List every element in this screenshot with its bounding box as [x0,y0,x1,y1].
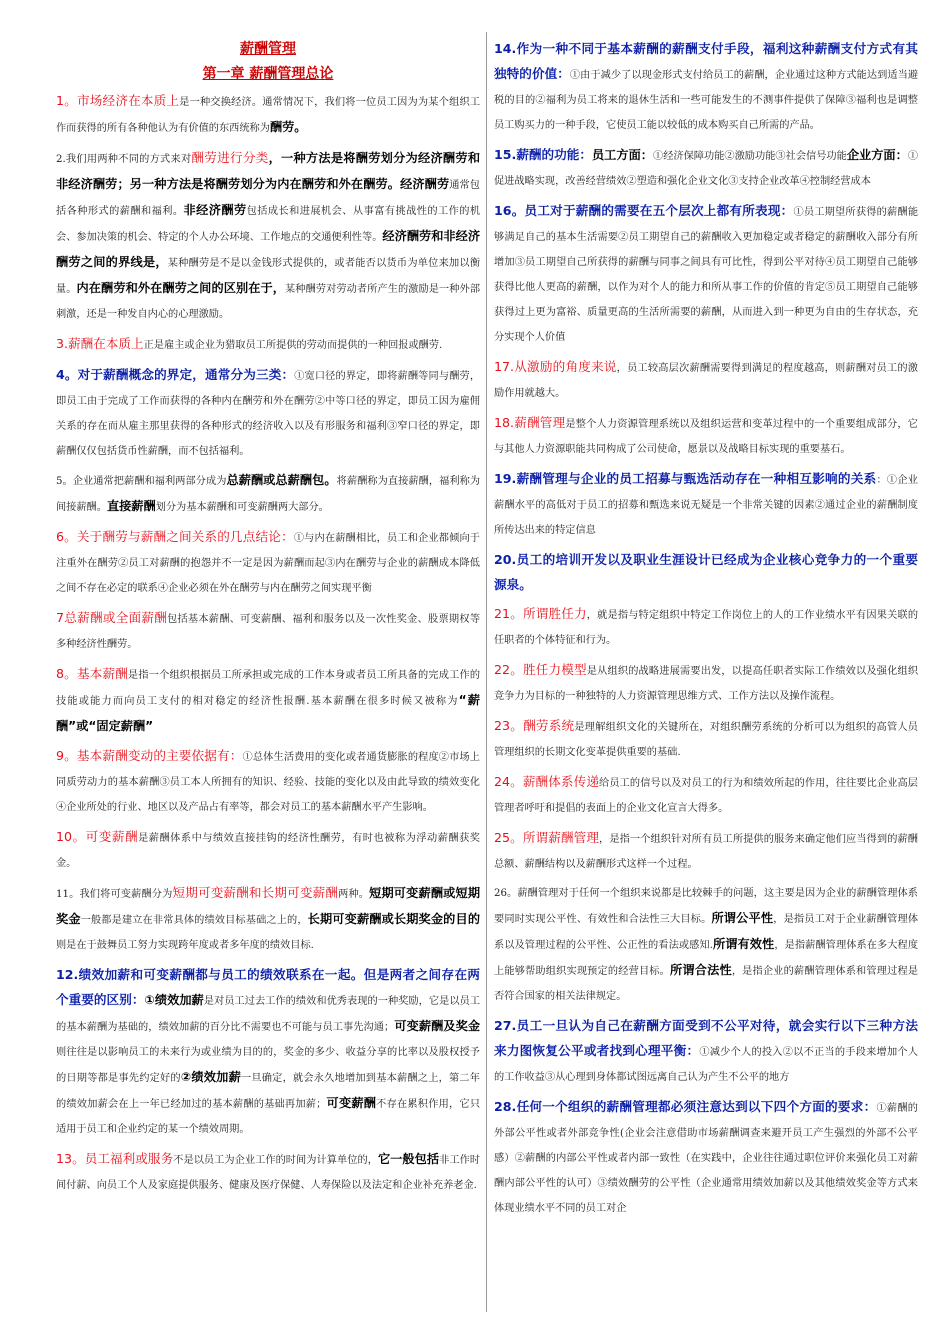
body-text: ，员工较高层次薪酬需要得到满足的程度越高，则薪酬对员工的激励作用就越大。 [494,363,918,399]
highlight-text: 可变薪酬及奖金 [394,1019,480,1033]
body-text: 将薪酬称为直接薪酬，福利称为间接薪酬。 [56,476,480,513]
list-item [494,410,918,462]
list-item [494,825,918,877]
list-item [56,88,480,141]
list-item [56,605,480,657]
highlight-text: ②绩效加薪 [180,1070,241,1084]
body-text: 通常包括各种形式的薪酬和福利。 [56,180,480,217]
body-text: 11。我们将可变薪酬分为 [56,889,173,900]
highlight-text: 所谓有效性 [712,937,775,951]
body-text: ，是指一个组织针对所有员工所提供的服务来确定他们应当得到的薪酬总额、薪酬结构以及薪酬形式这样一个过程。 [494,834,918,870]
highlight-text: 9。基本薪酬变动的主要依据有： [56,748,243,763]
list-item [494,547,918,597]
right-item-list [494,36,918,1221]
body-text: 是一种交换经济。通常情况下，我们将一位员工因为为某个组织工作而获得的所有各种他认为有价值的东西统称为 [56,97,480,134]
list-item [494,601,918,653]
body-text: ①宽口径的界定，即将薪酬等同与酬劳，即员工由于完成了工作而获得的各种内在酬劳和外在酬劳②中等口径的界定，即员工因为雇佣关系的存在而从雇主那里获得的各种形式的经济收入以及有形服务和福利③窄口径的界定，即薪酬仅仅包括货币性薪酬，而不包括福利。 [56,371,480,457]
body-text: 是从组织的战略进展需要出发，以提高任职者实际工作绩效以及强化组织竞争力为目标的一种独特的人力资源管理思维方式、工作方法以及操作流程。 [494,666,918,702]
highlight-text: 企业方面： [846,148,908,162]
body-text: 某种酬劳对劳动者所产生的激励是一种外部刺激，还是一种发自内心的心理激励。 [56,284,480,320]
highlight-text: 28.任何一个组织的薪酬管理都必须注意达到以下四个方面的要求： [494,1099,877,1114]
highlight-text: 19.薪酬管理与企业的员工招募与甄选活动存在一种相互影响的关系 [494,471,877,486]
highlight-text: 3.薪酬在本质上 [56,336,144,351]
highlight-text: 4。对于薪酬概念的界定，通常分为三类： [56,367,295,382]
body-text: 26。薪酬管理对于任何一个组织来说都是比较棘手的问题，这主要是因为企业的薪酬管理体系要同时实现公平性、有效性和合法性三大目标。 [494,888,918,925]
highlight-text: 内在酬劳和外在酬劳之间的区别在于， [76,281,286,295]
list-item [494,1013,918,1090]
highlight-text: 7总薪酬或全面薪酬 [56,610,168,625]
highlight-text: 23。酬劳系统 [494,718,575,733]
highlight-text: 1。市场经济在本质上 [56,93,180,108]
highlight-text: ，一种方法是将酬劳划分为经济酬劳和非经济酬劳；另一种方法是将酬劳划分为内在酬劳和外在酬劳。经济酬劳 [56,151,480,191]
list-item [494,466,918,543]
highlight-text: 酬劳。 [269,120,307,134]
list-item [56,661,480,739]
body-text: ①由于减少了以现金形式支付给员工的薪酬，企业通过这种方式能达到适当避税的目的②福利为员工将来的退休生活和一些可能发生的不测事件提供了保障③福利也是调整员工购买力的一种手段，它使员工能以较低的成本购买自己所需的产品。 [494,70,918,131]
highlight-text: 20.员工的培训开发以及职业生涯设计已经成为企业核心竞争力的一个重要源泉。 [494,552,918,592]
body-text: ①减少个人的投入②以不正当的手段来增加个人的工作收益③从心理到身体都试图远离自己认为产生不公平的地方 [494,1047,918,1083]
body-text: 非工作时间付薪、向员工个人及家庭提供服务、健康及医疗保健、人寿保险以及法定和企业补充养老金. [56,1155,480,1191]
list-item [494,657,918,709]
left-item-list [56,88,480,1198]
highlight-text: 短期可变薪酬和长期可变薪酬 [172,885,339,900]
body-text: ①促进战略实现，改善经营绩效②塑造和强化企业文化③支持企业改革④控制经营成本 [494,151,918,187]
body-text: ①经济保障功能②激励功能③社会信号功能 [653,151,847,162]
highlight-text: 所谓公平性 [711,911,774,925]
body-text: 不是以员工为企业工作的时间为计算单位的， [173,1155,378,1166]
highlight-text: 15.薪酬的功能： [494,147,592,162]
highlight-text: 非经济酬劳 [183,203,247,217]
body-text: 划分为基本薪酬和可变薪酬两大部分。 [155,502,329,513]
body-text: ：①企业薪酬水平的高低对于员工的招募和甄选来说无疑是一个非常关键的因素②通过企业的薪酬制度所传达出来的特定信息 [494,475,918,536]
highlight-text: 经济酬劳和非经济酬劳之间的界线是， [56,229,480,269]
list-item [56,468,480,520]
body-text: ①与内在薪酬相比，员工和企业都倾向于注重外在酬劳②员工对薪酬的抱怨并不一定是因为薪酬而起③内在酬劳与企业的薪酬成本降低之间不存在必定的联系④企业必须在外在酬劳与内在酬劳之间实现平衡 [56,533,480,594]
body-text: 则往往是以影响员工的未来行为或业绩为目的的，奖金的多少、收益分享的比率以及股权授予的日期等都是事先约定好的 [56,1047,480,1084]
highlight-text: 短期可变薪酬或短期奖金 [56,886,480,926]
highlight-text: 12.绩效加薪和可变薪酬都与员工的绩效联系在一起。但是两者之间存在两个重要的区别： [56,967,480,1007]
highlight-text: “薪酬”或“固定薪酬” [56,693,480,733]
highlight-text: 13。员工福利或服务 [56,1151,174,1166]
list-item [494,881,918,1009]
highlight-text: 14.作为一种不同于基本薪酬的薪酬支付手段，福利这种薪酬支付方式有其独特的价值： [494,41,918,81]
highlight-text: 21。所谓胜任力 [494,606,587,621]
body-text: 5。企业通常把薪酬和福利两部分成为 [56,476,227,487]
list-item [56,962,480,1142]
body-text: 两种。 [338,889,370,900]
body-text: 包括成长和进展机会、从事富有挑战性的工作的机会、参加决策的机会、特定的个人办公环境、工作地点的交通便利性等。 [56,206,480,243]
list-item [56,145,480,327]
body-text: ，是指员工对于企业薪酬管理体系以及管理过程的公平性、公正性的看法或感知. [494,914,918,951]
list-item [494,36,918,138]
highlight-text: ①绩效加薪 [144,993,204,1007]
highlight-text: 18.薪酬管理 [494,415,566,430]
body-text: 是整个人力资源管理系统以及组织运营和变革过程中的一个重要组成部分，它与其他人力资源职能共同构成了公司使命，愿景以及战略目标实现的重要基石。 [494,419,918,455]
left-column [56,36,480,1202]
highlight-text: 所谓合法性 [670,963,732,977]
body-text: ①员工期望所获得的薪酬能够满足自己的基本生活需要②员工期望自己的薪酬收入更加稳定或者稳定的薪酬收入部分有所增加③员工期望自己所获得的薪酬与同事之间具有可比性，得到公平对待④员工期望自己能够获得比他人更高的薪酬，以作为对个人的能力和所从事工作的价值的肯定⑤员工期望自己能够获得过上更为富裕、质量更高的生活所需要的薪酬，从而进入到一种更为自由的生存状态，充分实现个人价值 [494,207,918,343]
list-item [56,824,480,876]
list-item [56,1146,480,1198]
highlight-text: 总薪酬或总薪酬包。 [226,473,337,487]
column-divider [486,32,487,1312]
list-item [56,331,480,358]
highlight-text: 员工方面： [591,148,653,162]
title-block [56,36,480,86]
right-column [494,36,918,1225]
body-text: 2.我们用两种不同的方式来对 [56,154,192,165]
highlight-text: 17.从激励的角度来说 [494,359,617,374]
body-text: 不存在累积作用，它只适用于员工和企业约定的某一个绩效周期。 [56,1099,480,1135]
body-text: ①总体生活费用的变化或者通货膨胀的程度②市场上同质劳动力的基本薪酬③员工本人所拥有的知识、经验、技能的变化以及由此导致的绩效变化④企业所处的行业、地区以及产品占有率等，都会对员工的基本薪酬水平产生影响。 [56,752,480,813]
highlight-text: 长期可变薪酬或长期奖金的目的 [307,912,480,926]
list-item [56,362,480,464]
body-text: ①薪酬的外部公平性或者外部竞争性(企业会注意借助市场薪酬调查来避开员工产生强烈的外部不公平感）②薪酬的内部公平性或者内部一致性（在实践中，企业往往通过职位评价来强化员工对薪酬内部公平性的认可）③绩效酬劳的公平性（企业通常用绩效加薪以及其他绩效奖金等方式来体现业绩水平不同的员工对企 [494,1103,918,1214]
body-text: 某种酬劳是不是以金钱形式提供的，或者能否以货币为单位来加以衡量。 [56,258,480,295]
list-item [494,198,918,350]
highlight-text: 8。基本薪酬 [56,666,129,681]
body-text: 则是在于鼓舞员工努力实现跨年度或者多年度的绩效目标. [56,940,314,951]
highlight-text: 酬劳进行分类 [191,150,269,165]
highlight-text: 10。可变薪酬 [56,829,139,844]
body-text: ，是指企业的薪酬管理体系和管理过程是否符合国家的相关法律规定。 [494,966,918,1002]
highlight-text: 6。关于酬劳与薪酬之间关系的几点结论： [56,529,294,544]
chapter-title: 第一章 薪酬管理总论 [202,66,334,82]
body-text: 一般都是建立在非常具体的绩效目标基础之上的， [80,915,308,926]
list-item [56,524,480,601]
body-text: 是薪酬体系中与绩效直接挂钩的经济性酬劳，有时也被称为浮动薪酬获奖金。 [56,833,480,869]
list-item [494,142,918,194]
highlight-text: 可变薪酬 [326,1096,377,1110]
body-text: 给员工的信号以及对员工的行为和绩效所起的作用，往往要比企业高层管理者呼吁和提倡的表面上的企业文化宣言大得多。 [494,778,918,814]
highlight-text: 24。薪酬体系传递 [494,774,600,789]
highlight-text: 直接薪酬 [106,499,156,513]
document-title: 薪酬管理 [240,41,296,57]
body-text: 包括基本薪酬、可变薪酬、福利和服务以及一次性奖金、股票期权等多种经济性酬劳。 [56,614,480,650]
body-text: 一旦确定，就会永久地增加到基本薪酬之上，第二年的绩效加薪会在上一年已经加过的基本薪酬的基础再加薪； [56,1073,480,1110]
list-item [56,743,480,820]
list-item [494,354,918,406]
body-text: 是理解组织文化的关键所在，对组织酬劳系统的分析可以为组织的高管人员管理组织的长期文化变革提供重要的基础. [494,722,918,758]
highlight-text: 27.员工一旦认为自己在薪酬方面受到不公平对待，就会实行以下三种方法来力图恢复公平或者找到心理平衡： [494,1018,918,1058]
list-item [494,1094,918,1221]
body-text: ，就是指与特定组织中特定工作岗位上的人的工作业绩水平有因果关联的任职者的个体特征和行为。 [494,610,918,646]
body-text: 是指一个组织根据员工所承担或完成的工作本身或者员工所具备的完成工作的技能或能力而向员工支付的相对稳定的经济性报酬.基本薪酬在很多时候又被称为 [56,670,480,707]
highlight-text: 它一般包括 [377,1152,440,1166]
highlight-text: 22。胜任力模型 [494,662,587,677]
body-text: ，是指薪酬管理体系在多大程度上能够帮助组织实现预定的经营目标。 [494,940,918,977]
highlight-text: 16。员工对于薪酬的需要在五个层次上都有所表现： [494,203,794,218]
list-item [494,769,918,821]
list-item [494,713,918,765]
highlight-text: 25。所谓薪酬管理 [494,830,600,845]
list-item [56,880,480,958]
body-text: 正是雇主或企业为猎取员工所提供的劳动而提供的一种回报或酬劳. [143,340,443,351]
body-text: 是对员工过去工作的绩效和优秀表现的一种奖励，它是以员工的基本薪酬为基础的，绩效加薪的百分比不需要也不可能与员工事先沟通； [56,996,480,1033]
